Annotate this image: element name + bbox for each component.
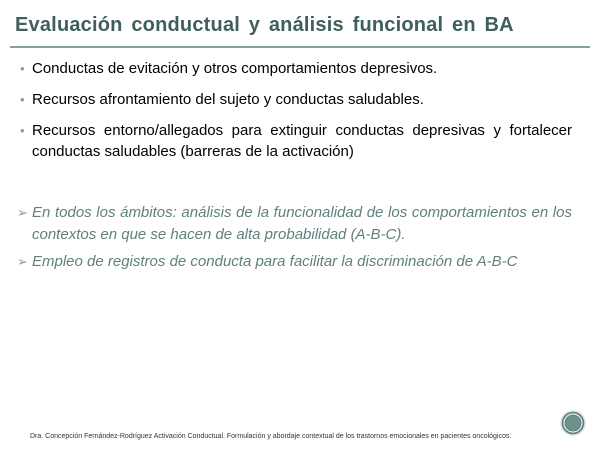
bullet-item [20,120,572,162]
arrow-item [17,202,572,246]
bullet-item [20,89,572,110]
arrow-item [17,251,572,273]
bullet-list [20,58,572,172]
bullet-item [20,58,572,79]
bullet-text: Recursos afrontamiento del sujeto y conductas saludables. [32,91,424,108]
slide-title: Evaluación conductual y análisis funcional en BA [15,14,514,36]
arrow-text: Empleo de registros de conducta para facilitar la discriminación de A-B-C [32,253,518,270]
bullet-text: Recursos entorno/allegados para extinguir conductas depresivas y fortalecer conductas saludables (barreras de la activación) [32,122,572,160]
arrow-list [17,202,572,278]
arrow-text: En todos los ámbitos: análisis de la funcionalidad de los comportamientos en los contextos en que se hacen de alta probabilidad (A-B-C). [32,204,572,243]
bullet-dot-icon: • [20,92,25,107]
bullet-dot-icon: • [20,61,25,76]
navigation-circle-icon[interactable] [560,410,586,436]
title-divider [10,46,590,48]
bullet-dot-icon: • [20,123,25,138]
arrow-bullet-icon: ➢ [17,205,28,220]
bullet-text: Conductas de evitación y otros comportamientos depresivos. [32,60,438,77]
footer-citation: Dra. Concepción Fernández-Rodríguez Activación Conductual. Formulación y abordaje contextual de los trastornos emocionales en pacientes oncológicos. [30,433,512,440]
arrow-bullet-icon: ➢ [17,254,28,269]
